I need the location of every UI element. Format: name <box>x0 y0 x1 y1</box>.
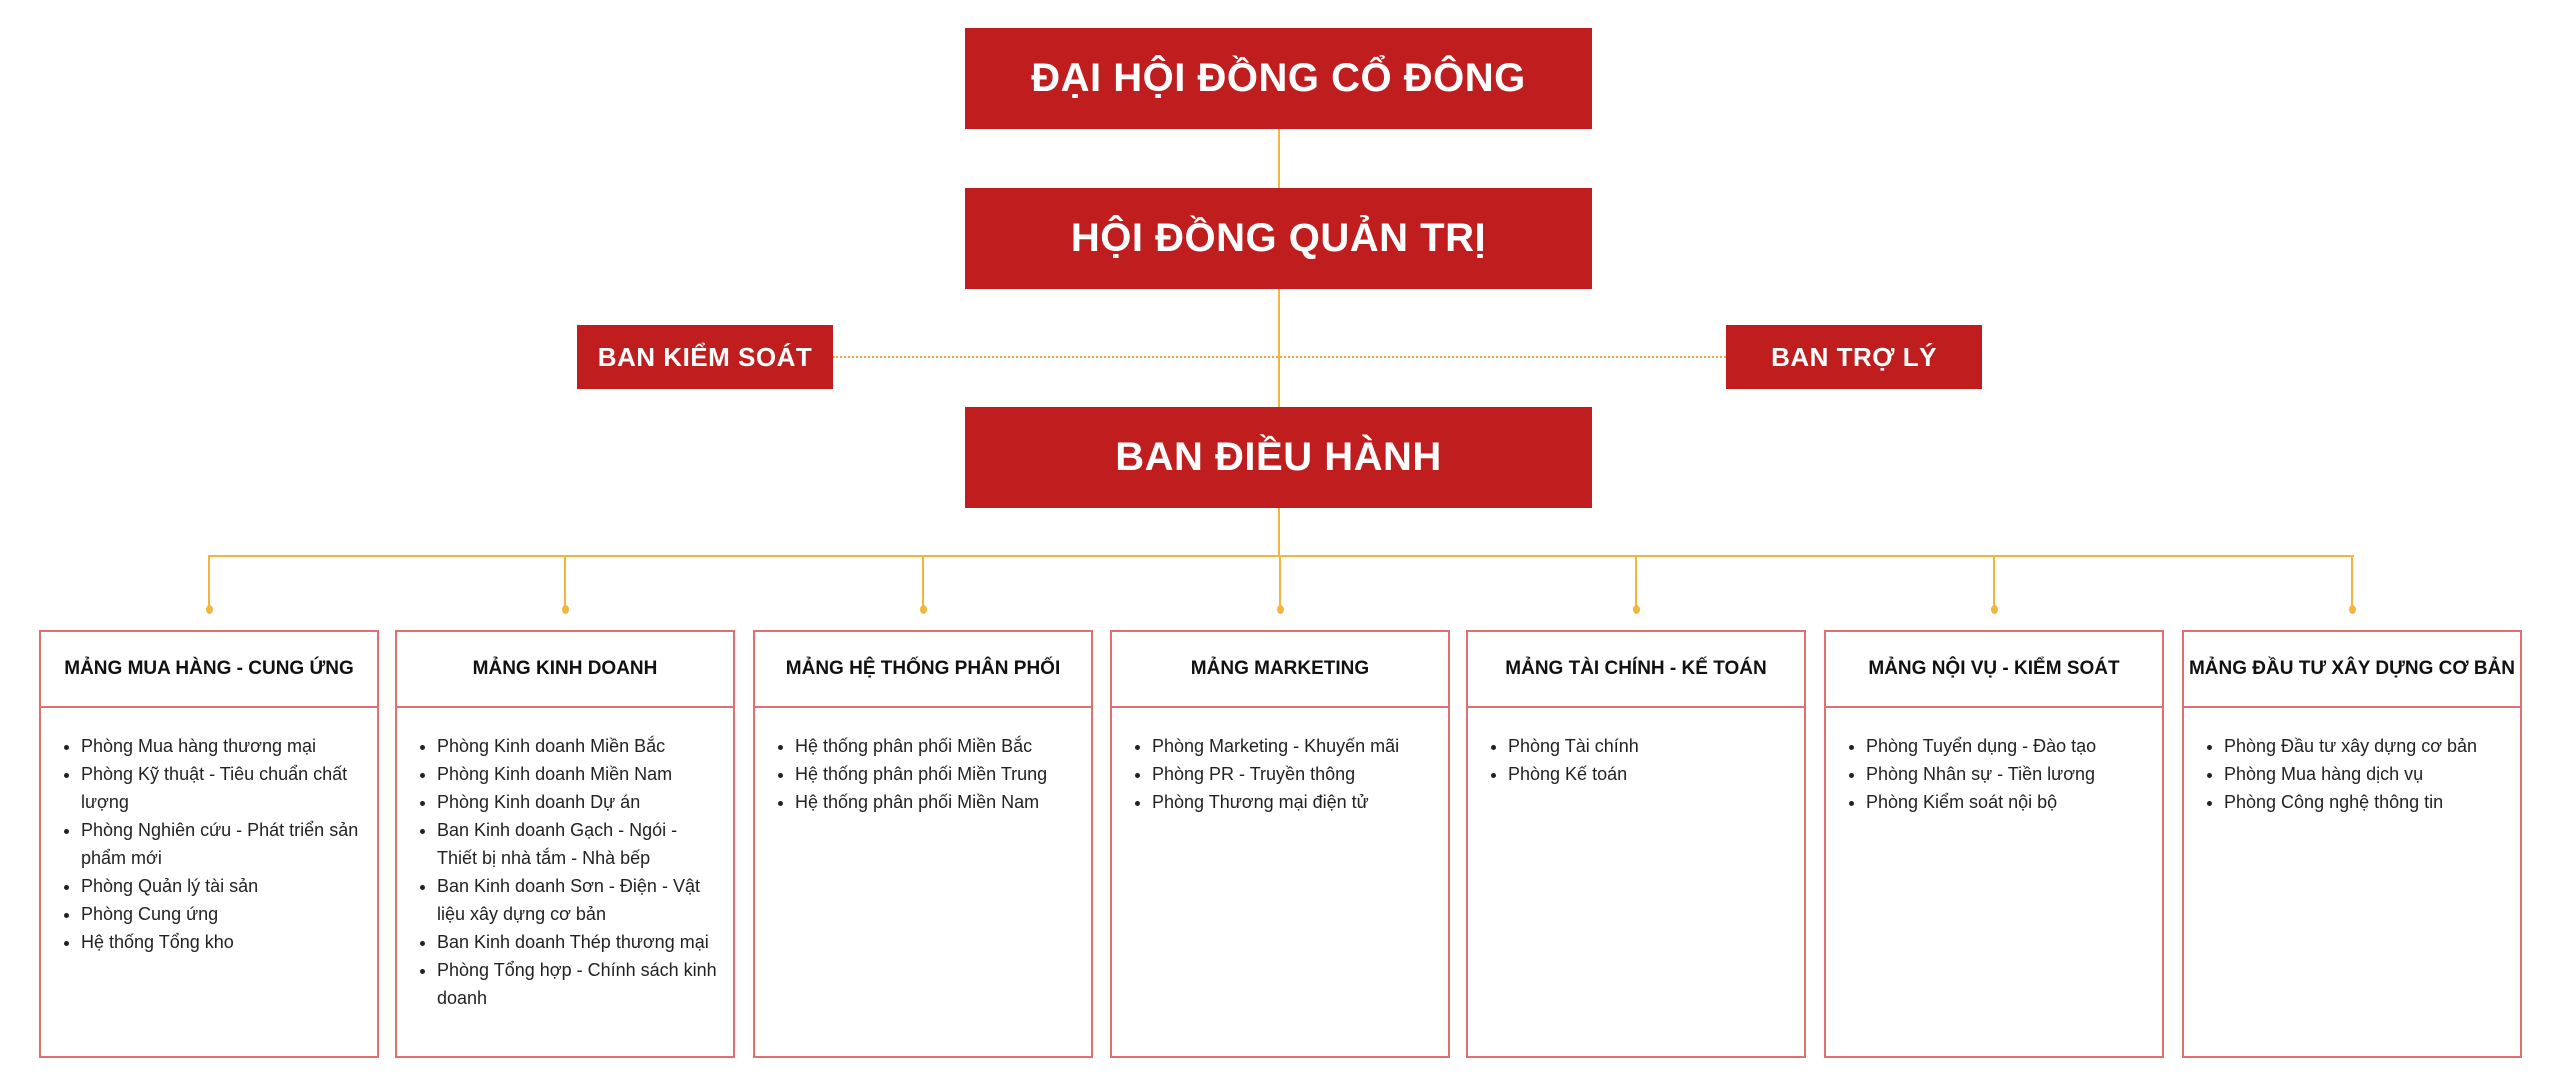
department-item: • Ban Kinh doanh Thép thương mại <box>437 928 719 956</box>
connector-dot <box>1633 605 1640 614</box>
division-box <box>1110 630 1450 1058</box>
department-item: • Phòng Kiểm soát nội bộ <box>1866 788 2148 816</box>
division-box <box>2182 630 2522 1058</box>
node-assistants: BAN TRỢ LÝ <box>1726 325 1982 389</box>
department-item: • Phòng Quản lý tài sản <box>81 872 363 900</box>
connector-drop <box>1993 555 1995 607</box>
connector-side-dotted <box>833 356 1726 358</box>
department-item: • Phòng Kinh doanh Miền Nam <box>437 760 719 788</box>
connector-drop <box>1279 555 1281 607</box>
department-list <box>1826 708 2162 816</box>
node-supervisory: BAN KIỂM SOÁT <box>577 325 833 389</box>
division-box <box>395 630 735 1058</box>
division-box <box>1466 630 1806 1058</box>
department-item: • Phòng Công nghệ thông tin <box>2224 788 2506 816</box>
department-list <box>1112 708 1448 816</box>
department-item: • Phòng Cung ứng <box>81 900 363 928</box>
connector-drop <box>922 555 924 607</box>
department-list <box>397 708 733 1012</box>
department-item: • Phòng Tài chính <box>1508 732 1790 760</box>
department-item: • Phòng Tổng hợp - Chính sách kinh doanh <box>437 956 719 1012</box>
department-item: • Hệ thống phân phối Miền Bắc <box>795 732 1077 760</box>
division-title: MẢNG ĐẦU TƯ XÂY DỰNG CƠ BẢN <box>2184 632 2520 708</box>
node-executive: BAN ĐIỀU HÀNH <box>965 407 1592 508</box>
division-title: MẢNG MUA HÀNG - CUNG ỨNG <box>41 632 377 708</box>
department-list <box>41 708 377 956</box>
division-title: MẢNG HỆ THỐNG PHÂN PHỐI <box>755 632 1091 708</box>
division-title: MẢNG NỘI VỤ - KIỂM SOÁT <box>1826 632 2162 708</box>
connector-dot <box>206 605 213 614</box>
department-item: • Phòng Tuyển dụng - Đào tạo <box>1866 732 2148 760</box>
connector-drop <box>564 555 566 607</box>
department-list <box>1468 708 1804 788</box>
connector-drop <box>2351 555 2353 607</box>
department-item: • Phòng Kế toán <box>1508 760 1790 788</box>
department-item: • Phòng Marketing - Khuyến mãi <box>1152 732 1434 760</box>
connector-drop <box>1635 555 1637 607</box>
department-item: • Ban Kinh doanh Sơn - Điện - Vật liệu xây dựng cơ bản <box>437 872 719 928</box>
division-box <box>39 630 379 1058</box>
node-board: HỘI ĐỒNG QUẢN TRỊ <box>965 188 1592 289</box>
department-item: • Hệ thống phân phối Miền Nam <box>795 788 1077 816</box>
department-item: • Phòng Thương mại điện tử <box>1152 788 1434 816</box>
department-item: • Phòng Kỹ thuật - Tiêu chuẩn chất lượng <box>81 760 363 816</box>
department-item: • Phòng Đầu tư xây dựng cơ bản <box>2224 732 2506 760</box>
department-item: • Ban Kinh doanh Gạch - Ngói - Thiết bị nhà tắm - Nhà bếp <box>437 816 719 872</box>
connector-drop <box>208 555 210 607</box>
department-item: • Phòng Kinh doanh Miền Bắc <box>437 732 719 760</box>
connector-dot <box>2349 605 2356 614</box>
department-list <box>755 708 1091 816</box>
department-list <box>2184 708 2520 816</box>
connector-dot <box>1277 605 1284 614</box>
division-title: MẢNG TÀI CHÍNH - KẾ TOÁN <box>1468 632 1804 708</box>
connector-bus <box>208 555 2354 557</box>
department-item: • Phòng PR - Truyền thông <box>1152 760 1434 788</box>
division-title: MẢNG MARKETING <box>1112 632 1448 708</box>
department-item: • Phòng Mua hàng dịch vụ <box>2224 760 2506 788</box>
department-item: • Phòng Nhân sự - Tiền lương <box>1866 760 2148 788</box>
division-title: MẢNG KINH DOANH <box>397 632 733 708</box>
department-item: • Phòng Nghiên cứu - Phát triển sản phẩm mới <box>81 816 363 872</box>
node-shareholders: ĐẠI HỘI ĐỒNG CỔ ĐÔNG <box>965 28 1592 129</box>
department-item: • Phòng Kinh doanh Dự án <box>437 788 719 816</box>
connector-dot <box>920 605 927 614</box>
department-item: • Hệ thống Tổng kho <box>81 928 363 956</box>
department-item: • Hệ thống phân phối Miền Trung <box>795 760 1077 788</box>
connector-dot <box>562 605 569 614</box>
division-box <box>753 630 1093 1058</box>
division-box <box>1824 630 2164 1058</box>
connector-dot <box>1991 605 1998 614</box>
department-item: • Phòng Mua hàng thương mại <box>81 732 363 760</box>
